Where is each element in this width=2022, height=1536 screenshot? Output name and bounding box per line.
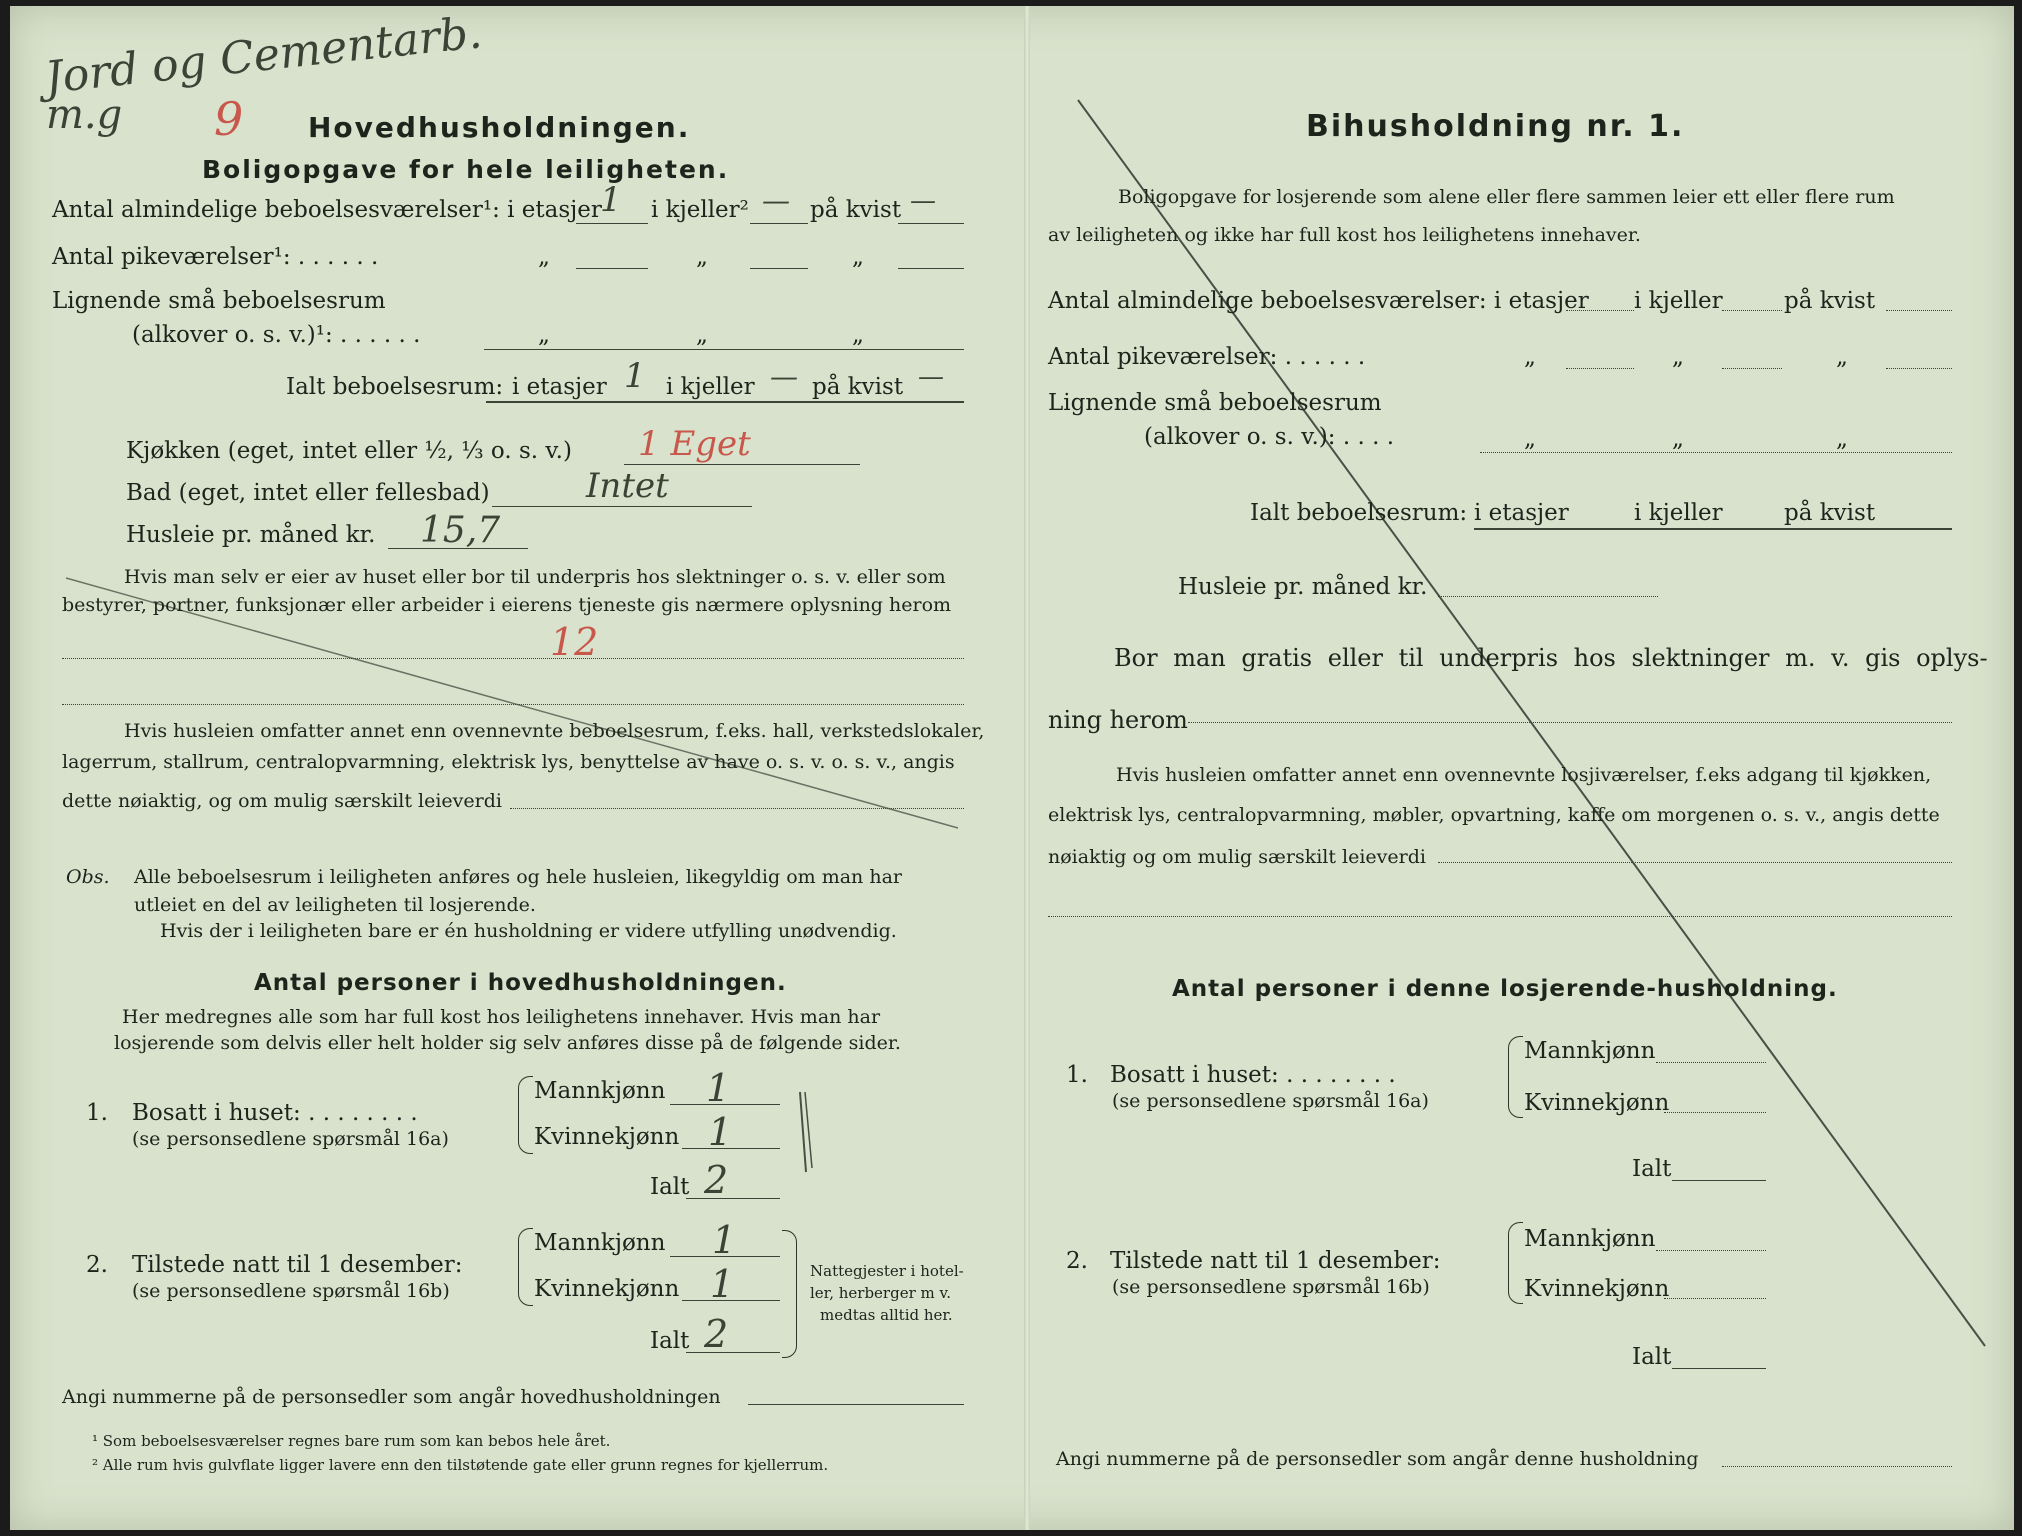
- left-q2-bracket: [518, 1228, 533, 1306]
- left-subtitle: Boligopgave for hele leiligheten.: [202, 155, 730, 184]
- right-ialt-line: [1474, 528, 1952, 530]
- right-hvis-line2: [1048, 916, 1952, 917]
- left-ialt-line: [486, 401, 964, 403]
- right-q2-mann-line: [1656, 1250, 1766, 1251]
- left-natt2: ler, herberger m v.: [810, 1284, 951, 1302]
- hw-k1: 1: [708, 1110, 733, 1154]
- right-title: Bihusholdning nr. 1.: [1306, 109, 1685, 144]
- right-ialt-kvist: på kvist: [1784, 500, 1876, 526]
- right-intro1: Boligopgave for losjerende som alene eller flere sammen leier ett eller flere rum: [1118, 186, 1895, 208]
- right-row3-label-a: Lignende små beboelsesrum: [1048, 390, 1382, 416]
- left-q1-bracket: [518, 1076, 533, 1154]
- right-angi-line: [1722, 1466, 1952, 1467]
- left-q1-num: 1.: [86, 1100, 108, 1126]
- right-row2-q3: „: [1836, 344, 1848, 370]
- right-row2-line1: [1566, 368, 1634, 369]
- left-row1-kjeller-line: [750, 223, 808, 224]
- hw-corner-line2: m.g: [46, 92, 123, 138]
- right-hvis2: elektrisk lys, centralopvarmning, møbler, opvartning, kaffe om morgenen o. s. v., angis dette: [1048, 804, 1940, 826]
- left-row2-label: Antal pikeværelser¹: . . . . . .: [52, 244, 379, 270]
- right-hvis1: Hvis husleien omfatter annet enn ovennevnte losjiværelser, f.eks adgang til kjøkken,: [1116, 764, 1932, 786]
- left-row1-kjeller: i kjeller²: [651, 197, 749, 223]
- right-q2-ialt-line: [1672, 1368, 1766, 1369]
- left-bad-label: Bad (eget, intet eller fellesbad): [126, 480, 490, 506]
- right-intro2: av leiligheten og ikke har full kost hos leilighetens innehaver.: [1048, 224, 1641, 246]
- left-q2-label: Tilstede natt til 1 desember:: [132, 1252, 463, 1278]
- right-q1-label: Bosatt i huset: . . . . . . . .: [1110, 1062, 1396, 1088]
- left-row2-q2: „: [696, 244, 708, 270]
- left-row3-line: [484, 349, 964, 350]
- right-row3-q1: „: [1524, 426, 1536, 452]
- hw-note: 12: [550, 620, 599, 664]
- right-row3-q3: „: [1836, 426, 1848, 452]
- left-angi-line: [748, 1404, 964, 1405]
- right-row1-kvist: på kvist: [1784, 288, 1876, 314]
- left-natt3: medtas alltid her.: [820, 1306, 953, 1324]
- right-q2-bracket: [1508, 1222, 1523, 1304]
- right-ialt-etasjer: i etasjer: [1474, 500, 1569, 526]
- left-row3-q2: „: [696, 322, 708, 348]
- left-q1-sub: (se personsedlene spørsmål 16a): [132, 1128, 449, 1150]
- right-q1-ialt-line: [1672, 1180, 1766, 1181]
- left-q2-kvinne: Kvinnekjønn: [534, 1276, 680, 1302]
- right-row2-q2: „: [1672, 344, 1684, 370]
- left-row3-label-a: Lignende små beboelsesrum: [52, 288, 386, 314]
- right-q1-ialt: Ialt: [1632, 1156, 1672, 1182]
- left-q2-ialt-line: [686, 1352, 780, 1353]
- left-persons-title: Antal personer i hovedhusholdningen.: [254, 970, 787, 996]
- hw-ialt-kvist-dash: —: [918, 362, 944, 392]
- left-bad-line: [492, 506, 752, 507]
- left-row2-q3: „: [852, 244, 864, 270]
- right-q2-mann: Mannkjønn: [1524, 1226, 1656, 1252]
- left-q1-ialt-line: [686, 1198, 780, 1199]
- left-note2-a: Hvis husleien omfatter annet enn ovennevnte beboelsesrum, f.eks. hall, verkstedslokaler,: [124, 720, 985, 742]
- left-obs1: Alle beboelsesrum i leiligheten anføres og hele husleien, likegyldig om man har: [134, 866, 902, 888]
- right-persons-title: Antal personer i denne losjerende-husholdning.: [1172, 976, 1838, 1002]
- left-q1-kvinne: Kvinnekjønn: [534, 1124, 680, 1150]
- right-hvis3: nøiaktig og om mulig særskilt leieverdi: [1048, 846, 1426, 868]
- left-q2-sub: (se personsedlene spørsmål 16b): [132, 1280, 450, 1302]
- hw-bad: Intet: [586, 466, 669, 506]
- left-natt1: Nattegjester i hotel-: [810, 1262, 964, 1280]
- hw-corner-line1: Jord og Cementarb.: [42, 7, 485, 104]
- right-row3-line: [1480, 452, 1952, 453]
- left-row3-q1: „: [538, 322, 550, 348]
- right-row1-kvist-line: [1886, 310, 1952, 311]
- cancel-stroke-right: [1078, 100, 1985, 1346]
- left-ialt-kjeller: i kjeller: [666, 374, 755, 400]
- right-q1-bracket: [1508, 1036, 1523, 1118]
- right-bor2: ning herom: [1048, 706, 1188, 734]
- left-persons-text2: losjerende som delvis eller helt holder sig selv anføres disse på de følgende sider.: [114, 1032, 901, 1054]
- hw-kjeller-dash: —: [762, 184, 790, 217]
- left-note1-a: Hvis man selv er eier av huset eller bor til underpris hos slektninger o. s. v. eller som: [124, 566, 946, 588]
- hw-husleie: 15,7: [420, 510, 501, 551]
- right-row2-line3: [1886, 368, 1952, 369]
- right-q2-sub: (se personsedlene spørsmål 16b): [1112, 1276, 1430, 1298]
- left-row1-etasjer-line: [576, 223, 648, 224]
- left-row1-kvist: på kvist: [810, 197, 902, 223]
- right-q1-mann: Mannkjønn: [1524, 1038, 1656, 1064]
- right-row1-label: Antal almindelige beboelsesværelser: i etasjer: [1048, 288, 1589, 314]
- left-obs-label: Obs.: [66, 866, 110, 888]
- left-note2-line: [510, 808, 964, 809]
- left-title: Hovedhusholdningen.: [308, 111, 691, 144]
- right-angi: Angi nummerne på de personsedler som angår denne husholdning: [1056, 1448, 1699, 1470]
- right-husleie-line: [1438, 596, 1658, 597]
- right-bor1: Bor man gratis eller til underpris hos slektninger m. v. gis oplys-: [1114, 644, 1988, 672]
- left-row3-q3: „: [852, 322, 864, 348]
- right-q2-num: 2.: [1066, 1248, 1088, 1274]
- left-persons-text1: Her medregnes alle som har full kost hos leilighetens innehaver. Hvis man har: [122, 1006, 881, 1028]
- check-mark-2: [805, 1092, 812, 1168]
- left-note2-b: lagerrum, stallrum, centralopvarmning, elektrisk lys, benyttelse av have o. s. v. o. s. v., angis: [62, 751, 955, 773]
- right-row1-kjeller: i kjeller: [1634, 288, 1723, 314]
- left-q1-mann: Mannkjønn: [534, 1078, 666, 1104]
- right-q2-label: Tilstede natt til 1 desember:: [1110, 1248, 1441, 1274]
- hw-kjokken: 1 Eget: [638, 424, 751, 464]
- left-ialt-kvist: på kvist: [812, 374, 904, 400]
- hw-etasjer: 1: [600, 180, 622, 220]
- left-row1-label: Antal almindelige beboelsesværelser¹: i etasjer: [52, 197, 602, 223]
- hw-ialt1: 2: [704, 1158, 729, 1202]
- left-angi: Angi nummerne på de personsedler som angår hovedhusholdningen: [62, 1386, 721, 1408]
- left-note1-line2: [62, 704, 964, 705]
- left-q2-mann: Mannkjønn: [534, 1230, 666, 1256]
- left-obs2: utleiet en del av leiligheten til losjerende.: [134, 894, 536, 916]
- right-ialt-label: Ialt beboelsesrum:: [1250, 500, 1468, 526]
- right-q1-mann-line: [1656, 1062, 1766, 1063]
- right-row2-label: Antal pikeværelser: . . . . . .: [1048, 344, 1366, 370]
- right-ialt-kjeller: i kjeller: [1634, 500, 1723, 526]
- hw-ialt-kjeller-dash: —: [770, 360, 798, 393]
- hw-corner-number: 9: [214, 92, 244, 146]
- left-row2-q1: „: [538, 244, 550, 270]
- check-mark-1: [800, 1092, 806, 1172]
- left-row3-label-b: (alkover o. s. v.)¹: . . . . . .: [132, 322, 421, 348]
- right-q1-num: 1.: [1066, 1062, 1088, 1088]
- left-q2-num: 2.: [86, 1252, 108, 1278]
- right-q2-kvinne: Kvinnekjønn: [1524, 1276, 1670, 1302]
- hw-m1: 1: [706, 1066, 731, 1110]
- left-kjokken-label: Kjøkken (eget, intet eller ½, ⅓ o. s. v.): [126, 438, 572, 464]
- left-husleie-label: Husleie pr. måned kr.: [126, 522, 376, 548]
- left-q2-ialt: Ialt: [650, 1328, 690, 1354]
- left-row2-line2: [750, 268, 808, 269]
- right-q1-kvinne: Kvinnekjønn: [1524, 1090, 1670, 1116]
- left-note1-b: bestyrer, portner, funksjonær eller arbeider i eierens tjeneste gis nærmere oplysning herom: [62, 594, 952, 616]
- right-row1-kjeller-line: [1722, 310, 1782, 311]
- right-husleie-label: Husleie pr. måned kr.: [1178, 574, 1428, 600]
- left-footnote2: ² Alle rum hvis gulvflate ligger lavere enn den tilstøtende gate eller grunn regnes for kjellerrum.: [92, 1456, 829, 1474]
- right-q1-kvinne-line: [1664, 1112, 1766, 1113]
- left-note2-c: dette nøiaktig, og om mulig særskilt leieverdi: [62, 790, 502, 812]
- left-row1-kvist-line: [898, 223, 964, 224]
- right-bor-line: [1188, 722, 1952, 723]
- right-row2-q1: „: [1524, 344, 1536, 370]
- right-row2-line2: [1722, 368, 1782, 369]
- hw-ialt2: 2: [704, 1312, 729, 1356]
- left-q2-right-bracket: [782, 1230, 797, 1358]
- right-row1-etasjer-line: [1566, 310, 1634, 311]
- left-ialt-etasjer: i etasjer: [512, 374, 607, 400]
- left-q1-ialt: Ialt: [650, 1174, 690, 1200]
- right-q2-kvinne-line: [1664, 1298, 1766, 1299]
- left-obs3: Hvis der i leiligheten bare er én husholdning er videre utfylling unødvendig.: [160, 920, 897, 942]
- hw-kvist-dash: —: [910, 186, 936, 216]
- right-row3-q2: „: [1672, 426, 1684, 452]
- hw-k2: 1: [710, 1262, 735, 1306]
- left-footnote1: ¹ Som beboelsesværelser regnes bare rum som kan bebos hele året.: [92, 1432, 611, 1450]
- right-row3-label-b: (alkover o. s. v.): . . . .: [1144, 424, 1395, 450]
- right-q2-ialt: Ialt: [1632, 1344, 1672, 1370]
- left-note1-line1: [62, 658, 964, 659]
- census-form-sheet: [10, 6, 2014, 1530]
- left-ialt-label: Ialt beboelsesrum:: [286, 374, 504, 400]
- left-kjokken-line: [624, 464, 860, 465]
- right-hvis-line1: [1438, 862, 1952, 863]
- hw-ialt-etasjer: 1: [624, 356, 646, 396]
- hw-m2: 1: [712, 1218, 737, 1262]
- left-q1-label: Bosatt i huset: . . . . . . . .: [132, 1100, 418, 1126]
- left-row2-line1: [576, 268, 648, 269]
- left-row2-line3: [898, 268, 964, 269]
- right-q1-sub: (se personsedlene spørsmål 16a): [1112, 1090, 1429, 1112]
